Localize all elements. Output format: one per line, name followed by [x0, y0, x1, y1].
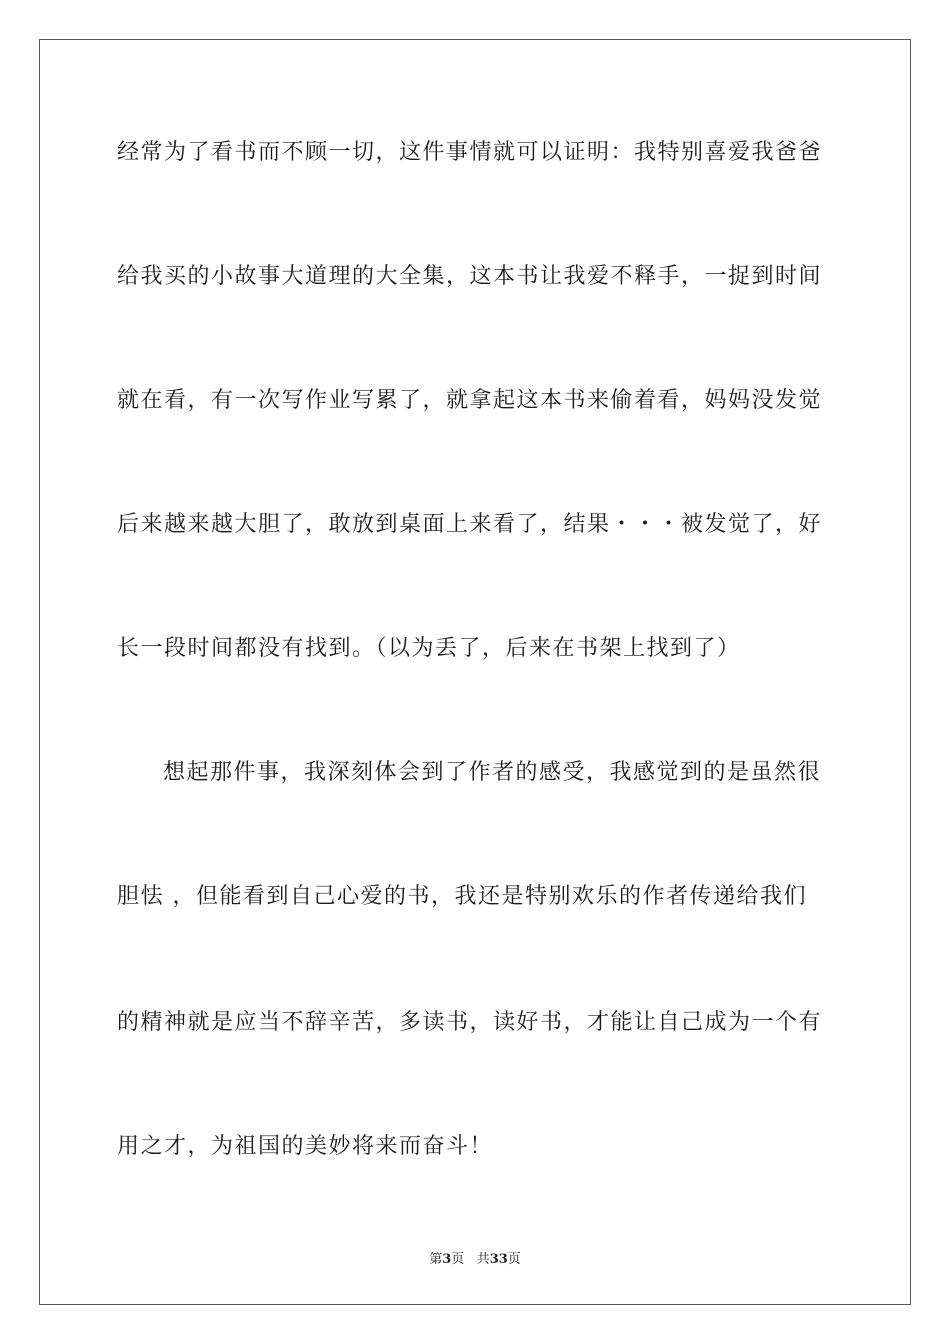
text-line-6: 想起那件事，我深刻体会到了作者的感受，我感觉到的是虽然很: [163, 760, 822, 785]
page-footer: [0, 1248, 950, 1267]
text-line-5: 长一段时间都没有找到。（以为丢了，后来在书架上找到了）: [117, 636, 741, 661]
footer-total-prefix: 共: [476, 1252, 490, 1267]
text-line-3: 就在看，有一次写作业写累了，就拿起这本书来偷着看，妈妈没发觉: [117, 388, 823, 413]
text-line-8: 的精神就是应当不辞辛苦，多读书，读好书，才能让自己成为一个有: [117, 1010, 823, 1035]
footer-total-suffix: 页: [507, 1252, 521, 1267]
footer-page-suffix: 页: [451, 1252, 465, 1267]
page-frame: [39, 39, 911, 1305]
footer-spacer: [464, 1252, 476, 1267]
footer-page-number: 3: [442, 1252, 452, 1267]
footer-total-number: 33: [489, 1252, 508, 1267]
text-line-1: 经常为了看书而不顾一切，这件事情就可以证明：我特别喜爱我爸爸: [117, 140, 823, 165]
footer-page-prefix: 第: [429, 1252, 443, 1267]
text-line-4: 后来越来越大胆了，敢放到桌面上来看了，结果・・・被发觉了，好: [117, 512, 823, 537]
text-line-7: 胆怯 ，但能看到自己心爱的书，我还是特别欢乐的作者传递给我们: [117, 884, 807, 909]
text-line-2: 给我买的小故事大道理的大全集，这本书让我爱不释手，一捉到时间: [117, 264, 823, 289]
text-line-9: 用之才，为祖国的美妙将来而奋斗！: [117, 1134, 494, 1159]
